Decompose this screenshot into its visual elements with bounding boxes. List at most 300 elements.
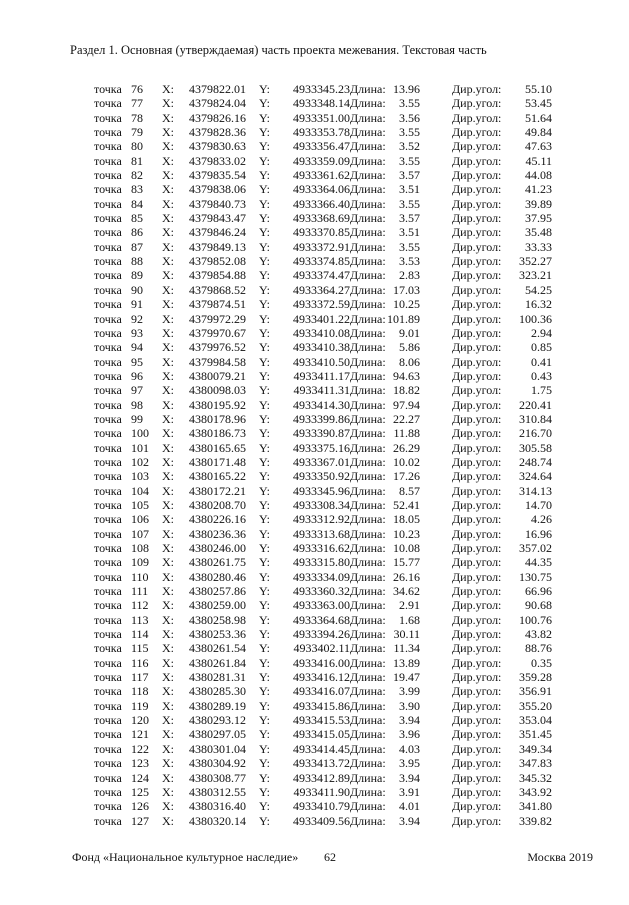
length-label: Длина: <box>350 354 386 369</box>
point-number: 89 <box>131 268 143 283</box>
length-label: Длина: <box>350 239 386 254</box>
row-point-label: точка <box>94 813 122 828</box>
x-label: X: <box>162 153 174 168</box>
x-label: X: <box>162 182 174 197</box>
row-point-label: точка <box>94 598 122 613</box>
table-row <box>88 96 563 110</box>
length-value: 4.01 <box>399 799 420 814</box>
angle-value: 37.95 <box>525 211 552 226</box>
row-point-label: точка <box>94 799 122 814</box>
point-number: 90 <box>131 282 143 297</box>
y-label: Y: <box>259 770 270 785</box>
table-row <box>88 283 563 297</box>
y-coordinate: 4933372.59 <box>293 297 350 312</box>
y-label: Y: <box>259 139 270 154</box>
table-row <box>88 240 563 254</box>
x-label: X: <box>162 727 174 742</box>
length-value: 3.57 <box>399 211 420 226</box>
x-label: X: <box>162 497 174 512</box>
angle-label: Дир.угол: <box>452 168 502 183</box>
y-label: Y: <box>259 153 270 168</box>
table-row <box>88 125 563 139</box>
x-label: X: <box>162 469 174 484</box>
row-point-label: точка <box>94 96 122 111</box>
y-coordinate: 4933313.68 <box>293 526 350 541</box>
x-coordinate: 4379822.01 <box>189 82 246 96</box>
angle-label: Дир.угол: <box>452 512 502 527</box>
x-label: X: <box>162 555 174 570</box>
angle-value: 314.13 <box>519 483 552 498</box>
y-label: Y: <box>259 239 270 254</box>
length-value: 26.29 <box>393 440 420 455</box>
angle-value: 44.35 <box>525 555 552 570</box>
angle-label: Дир.угол: <box>452 569 502 584</box>
length-label: Длина: <box>350 741 386 756</box>
length-value: 10.23 <box>393 526 420 541</box>
x-coordinate: 4379824.04 <box>189 96 246 111</box>
length-value: 3.94 <box>399 770 420 785</box>
y-coordinate: 4933413.72 <box>293 756 350 771</box>
row-point-label: точка <box>94 397 122 412</box>
y-coordinate: 4933350.92 <box>293 469 350 484</box>
y-coordinate: 4933370.85 <box>293 225 350 240</box>
y-label: Y: <box>259 397 270 412</box>
table-row <box>88 383 563 397</box>
x-coordinate: 4380165.65 <box>189 440 246 455</box>
table-row <box>88 785 563 799</box>
y-coordinate: 4933399.86 <box>293 411 350 426</box>
y-coordinate: 4933345.23 <box>293 82 350 96</box>
x-label: X: <box>162 756 174 771</box>
angle-value: 2.94 <box>531 325 552 340</box>
x-label: X: <box>162 383 174 398</box>
angle-label: Дир.угол: <box>452 655 502 670</box>
angle-value: 39.89 <box>525 196 552 211</box>
length-label: Длина: <box>350 598 386 613</box>
row-point-label: точка <box>94 411 122 426</box>
length-value: 17.03 <box>393 282 420 297</box>
point-number: 87 <box>131 239 143 254</box>
point-number: 108 <box>131 541 149 555</box>
row-point-label: точка <box>94 196 122 211</box>
y-label: Y: <box>259 426 270 441</box>
row-point-label: точка <box>94 569 122 584</box>
y-label: Y: <box>259 168 270 183</box>
length-label: Длина: <box>350 627 386 642</box>
length-label: Длина: <box>350 483 386 498</box>
table-row <box>88 312 563 326</box>
x-coordinate: 4380320.14 <box>189 813 246 828</box>
y-label: Y: <box>259 440 270 455</box>
row-point-label: точка <box>94 311 122 326</box>
y-label: Y: <box>259 96 270 111</box>
angle-value: 88.76 <box>525 641 552 656</box>
x-label: X: <box>162 569 174 584</box>
x-coordinate: 4380098.03 <box>189 383 246 398</box>
length-value: 3.99 <box>399 684 420 699</box>
row-point-label: точка <box>94 182 122 197</box>
length-label: Длина: <box>350 254 386 269</box>
x-coordinate: 4380236.36 <box>189 526 246 541</box>
length-label: Длина: <box>350 670 386 685</box>
y-coordinate: 4933334.09 <box>293 569 350 584</box>
point-number: 124 <box>131 770 149 785</box>
length-value: 4.03 <box>399 741 420 756</box>
length-label: Длина: <box>350 268 386 283</box>
y-label: Y: <box>259 325 270 340</box>
table-row <box>88 111 563 125</box>
point-number: 107 <box>131 526 149 541</box>
y-label: Y: <box>259 684 270 699</box>
row-point-label: точка <box>94 727 122 742</box>
length-label: Длина: <box>350 541 386 555</box>
x-coordinate: 4379852.08 <box>189 254 246 269</box>
y-coordinate: 4933415.86 <box>293 698 350 713</box>
x-label: X: <box>162 125 174 140</box>
length-label: Длина: <box>350 383 386 398</box>
length-label: Длина: <box>350 110 386 125</box>
point-number: 83 <box>131 182 143 197</box>
angle-label: Дир.угол: <box>452 268 502 283</box>
angle-label: Дир.угол: <box>452 254 502 269</box>
y-coordinate: 4933374.85 <box>293 254 350 269</box>
angle-value: 356.91 <box>519 684 552 699</box>
table-row <box>88 584 563 598</box>
table-row <box>88 268 563 282</box>
length-value: 17.26 <box>393 469 420 484</box>
x-coordinate: 4380280.46 <box>189 569 246 584</box>
point-number: 98 <box>131 397 143 412</box>
point-number: 111 <box>131 584 149 599</box>
length-value: 13.89 <box>393 655 420 670</box>
coordinates-table <box>88 82 563 828</box>
row-point-label: точка <box>94 741 122 756</box>
x-coordinate: 4379854.88 <box>189 268 246 283</box>
length-value: 30.11 <box>393 627 420 642</box>
y-coordinate: 4933402.11 <box>293 641 350 656</box>
y-coordinate: 4933411.31 <box>293 383 350 398</box>
angle-value: 35.48 <box>525 225 552 240</box>
x-label: X: <box>162 340 174 355</box>
length-label: Длина: <box>350 526 386 541</box>
x-coordinate: 4380297.05 <box>189 727 246 742</box>
y-coordinate: 4933414.30 <box>293 397 350 412</box>
angle-value: 0.43 <box>531 368 552 383</box>
y-coordinate: 4933416.07 <box>293 684 350 699</box>
x-label: X: <box>162 411 174 426</box>
length-label: Длина: <box>350 784 386 799</box>
angle-value: 14.70 <box>525 497 552 512</box>
x-label: X: <box>162 770 174 785</box>
length-value: 10.02 <box>393 454 420 469</box>
y-coordinate: 4933416.00 <box>293 655 350 670</box>
y-label: Y: <box>259 225 270 240</box>
x-coordinate: 4380261.75 <box>189 555 246 570</box>
angle-value: 130.75 <box>519 569 552 584</box>
y-coordinate: 4933375.16 <box>293 440 350 455</box>
length-label: Длина: <box>350 756 386 771</box>
point-number: 95 <box>131 354 143 369</box>
table-row <box>88 82 563 96</box>
point-number: 78 <box>131 110 143 125</box>
angle-value: 51.64 <box>525 110 552 125</box>
x-coordinate: 4380226.16 <box>189 512 246 527</box>
x-coordinate: 4379838.06 <box>189 182 246 197</box>
y-label: Y: <box>259 569 270 584</box>
x-coordinate: 4379835.54 <box>189 168 246 183</box>
x-label: X: <box>162 325 174 340</box>
angle-value: 66.96 <box>525 584 552 599</box>
angle-value: 220.41 <box>519 397 552 412</box>
angle-value: 216.70 <box>519 426 552 441</box>
table-row <box>88 627 563 641</box>
length-label: Длина: <box>350 340 386 355</box>
length-label: Длина: <box>350 153 386 168</box>
table-row <box>88 713 563 727</box>
length-label: Длина: <box>350 497 386 512</box>
angle-value: 55.10 <box>525 82 552 96</box>
x-label: X: <box>162 641 174 656</box>
y-label: Y: <box>259 627 270 642</box>
x-label: X: <box>162 225 174 240</box>
angle-label: Дир.угол: <box>452 354 502 369</box>
length-label: Длина: <box>350 168 386 183</box>
length-label: Длина: <box>350 297 386 312</box>
x-coordinate: 4380253.36 <box>189 627 246 642</box>
angle-label: Дир.угол: <box>452 641 502 656</box>
angle-label: Дир.угол: <box>452 627 502 642</box>
page-footer <box>0 850 629 866</box>
row-point-label: точка <box>94 139 122 154</box>
x-coordinate: 4380285.30 <box>189 684 246 699</box>
length-value: 8.57 <box>399 483 420 498</box>
x-label: X: <box>162 454 174 469</box>
angle-value: 349.34 <box>519 741 552 756</box>
y-coordinate: 4933351.00 <box>293 110 350 125</box>
row-point-label: точка <box>94 254 122 269</box>
table-row <box>88 656 563 670</box>
length-label: Длина: <box>350 82 386 96</box>
table-row <box>88 398 563 412</box>
y-label: Y: <box>259 82 270 96</box>
angle-value: 0.41 <box>531 354 552 369</box>
y-label: Y: <box>259 182 270 197</box>
angle-value: 357.02 <box>519 541 552 555</box>
length-value: 11.88 <box>393 426 420 441</box>
angle-label: Дир.угол: <box>452 125 502 140</box>
length-value: 2.91 <box>399 598 420 613</box>
table-row <box>88 570 563 584</box>
page-header: Раздел 1. Основная (утверждаемая) часть проекта межевания. Текстовая часть <box>70 43 487 57</box>
angle-label: Дир.угол: <box>452 311 502 326</box>
length-label: Длина: <box>350 225 386 240</box>
y-coordinate: 4933359.09 <box>293 153 350 168</box>
length-value: 101.89 <box>387 311 420 326</box>
row-point-label: точка <box>94 483 122 498</box>
y-coordinate: 4933364.68 <box>293 612 350 627</box>
y-coordinate: 4933367.01 <box>293 454 350 469</box>
angle-label: Дир.угол: <box>452 784 502 799</box>
angle-label: Дир.угол: <box>452 497 502 512</box>
y-label: Y: <box>259 411 270 426</box>
angle-label: Дир.угол: <box>452 454 502 469</box>
x-label: X: <box>162 82 174 96</box>
angle-label: Дир.угол: <box>452 612 502 627</box>
length-label: Длина: <box>350 411 386 426</box>
x-label: X: <box>162 297 174 312</box>
length-label: Длина: <box>350 469 386 484</box>
x-label: X: <box>162 397 174 412</box>
length-value: 3.57 <box>399 168 420 183</box>
x-coordinate: 4380195.92 <box>189 397 246 412</box>
table-row <box>88 355 563 369</box>
table-row <box>88 498 563 512</box>
angle-label: Дир.угол: <box>452 196 502 211</box>
row-point-label: точка <box>94 698 122 713</box>
table-row <box>88 512 563 526</box>
point-number: 114 <box>131 627 149 642</box>
y-label: Y: <box>259 655 270 670</box>
y-coordinate: 4933353.78 <box>293 125 350 140</box>
table-row <box>88 598 563 612</box>
y-label: Y: <box>259 698 270 713</box>
length-label: Длина: <box>350 512 386 527</box>
angle-label: Дир.угол: <box>452 483 502 498</box>
row-point-label: точка <box>94 627 122 642</box>
y-label: Y: <box>259 297 270 312</box>
table-row <box>88 771 563 785</box>
angle-label: Дир.угол: <box>452 239 502 254</box>
angle-value: 324.64 <box>519 469 552 484</box>
x-coordinate: 4379972.29 <box>189 311 246 326</box>
point-number: 122 <box>131 741 149 756</box>
x-label: X: <box>162 96 174 111</box>
point-number: 118 <box>131 684 149 699</box>
point-number: 123 <box>131 756 149 771</box>
y-coordinate: 4933410.79 <box>293 799 350 814</box>
length-label: Длина: <box>350 641 386 656</box>
x-coordinate: 4380258.98 <box>189 612 246 627</box>
table-row <box>88 727 563 741</box>
x-label: X: <box>162 168 174 183</box>
y-label: Y: <box>259 799 270 814</box>
y-coordinate: 4933360.32 <box>293 584 350 599</box>
point-number: 104 <box>131 483 149 498</box>
table-row <box>88 254 563 268</box>
x-label: X: <box>162 368 174 383</box>
x-coordinate: 4379970.67 <box>189 325 246 340</box>
point-number: 97 <box>131 383 143 398</box>
angle-value: 45.11 <box>525 153 552 168</box>
angle-label: Дир.угол: <box>452 440 502 455</box>
row-point-label: точка <box>94 684 122 699</box>
point-number: 110 <box>131 569 149 584</box>
angle-value: 90.68 <box>525 598 552 613</box>
y-coordinate: 4933348.14 <box>293 96 350 111</box>
length-label: Длина: <box>350 555 386 570</box>
y-label: Y: <box>259 612 270 627</box>
x-label: X: <box>162 512 174 527</box>
x-label: X: <box>162 741 174 756</box>
angle-value: 54.25 <box>525 282 552 297</box>
y-label: Y: <box>259 254 270 269</box>
x-coordinate: 4379868.52 <box>189 282 246 297</box>
x-label: X: <box>162 784 174 799</box>
x-coordinate: 4380171.48 <box>189 454 246 469</box>
x-coordinate: 4380301.04 <box>189 741 246 756</box>
angle-value: 44.08 <box>525 168 552 183</box>
table-row <box>88 699 563 713</box>
x-label: X: <box>162 440 174 455</box>
length-label: Длина: <box>350 454 386 469</box>
table-row <box>88 139 563 153</box>
angle-label: Дир.угол: <box>452 139 502 154</box>
point-number: 92 <box>131 311 143 326</box>
angle-value: 49.84 <box>525 125 552 140</box>
length-label: Длина: <box>350 426 386 441</box>
footer-place-year: Москва 2019 <box>527 850 593 864</box>
angle-value: 323.21 <box>519 268 552 283</box>
length-value: 9.01 <box>399 325 420 340</box>
angle-value: 4.26 <box>531 512 552 527</box>
angle-label: Дир.угол: <box>452 96 502 111</box>
length-label: Длина: <box>350 684 386 699</box>
row-point-label: точка <box>94 612 122 627</box>
point-number: 99 <box>131 411 143 426</box>
angle-value: 16.32 <box>525 297 552 312</box>
point-number: 100 <box>131 426 149 441</box>
x-label: X: <box>162 110 174 125</box>
angle-value: 33.33 <box>525 239 552 254</box>
y-label: Y: <box>259 541 270 555</box>
x-coordinate: 4380261.54 <box>189 641 246 656</box>
y-label: Y: <box>259 526 270 541</box>
y-coordinate: 4933363.00 <box>293 598 350 613</box>
table-row <box>88 297 563 311</box>
length-value: 3.51 <box>399 182 420 197</box>
row-point-label: точка <box>94 512 122 527</box>
y-label: Y: <box>259 756 270 771</box>
y-coordinate: 4933414.45 <box>293 741 350 756</box>
length-label: Длина: <box>350 770 386 785</box>
point-number: 120 <box>131 713 149 728</box>
point-number: 109 <box>131 555 149 570</box>
point-number: 82 <box>131 168 143 183</box>
angle-label: Дир.угол: <box>452 698 502 713</box>
x-coordinate: 4380312.55 <box>189 784 246 799</box>
angle-label: Дир.угол: <box>452 713 502 728</box>
length-value: 3.91 <box>399 784 420 799</box>
x-label: X: <box>162 526 174 541</box>
point-number: 84 <box>131 196 143 211</box>
y-coordinate: 4933364.27 <box>293 282 350 297</box>
length-value: 3.94 <box>399 813 420 828</box>
angle-value: 1.75 <box>531 383 552 398</box>
row-point-label: точка <box>94 541 122 555</box>
length-value: 3.55 <box>399 96 420 111</box>
x-coordinate: 4380257.86 <box>189 584 246 599</box>
row-point-label: точка <box>94 383 122 398</box>
length-value: 52.41 <box>393 497 420 512</box>
angle-value: 47.63 <box>525 139 552 154</box>
length-label: Длина: <box>350 311 386 326</box>
y-label: Y: <box>259 469 270 484</box>
x-label: X: <box>162 211 174 226</box>
length-label: Длина: <box>350 397 386 412</box>
table-row <box>88 641 563 655</box>
angle-value: 347.83 <box>519 756 552 771</box>
length-label: Длина: <box>350 799 386 814</box>
